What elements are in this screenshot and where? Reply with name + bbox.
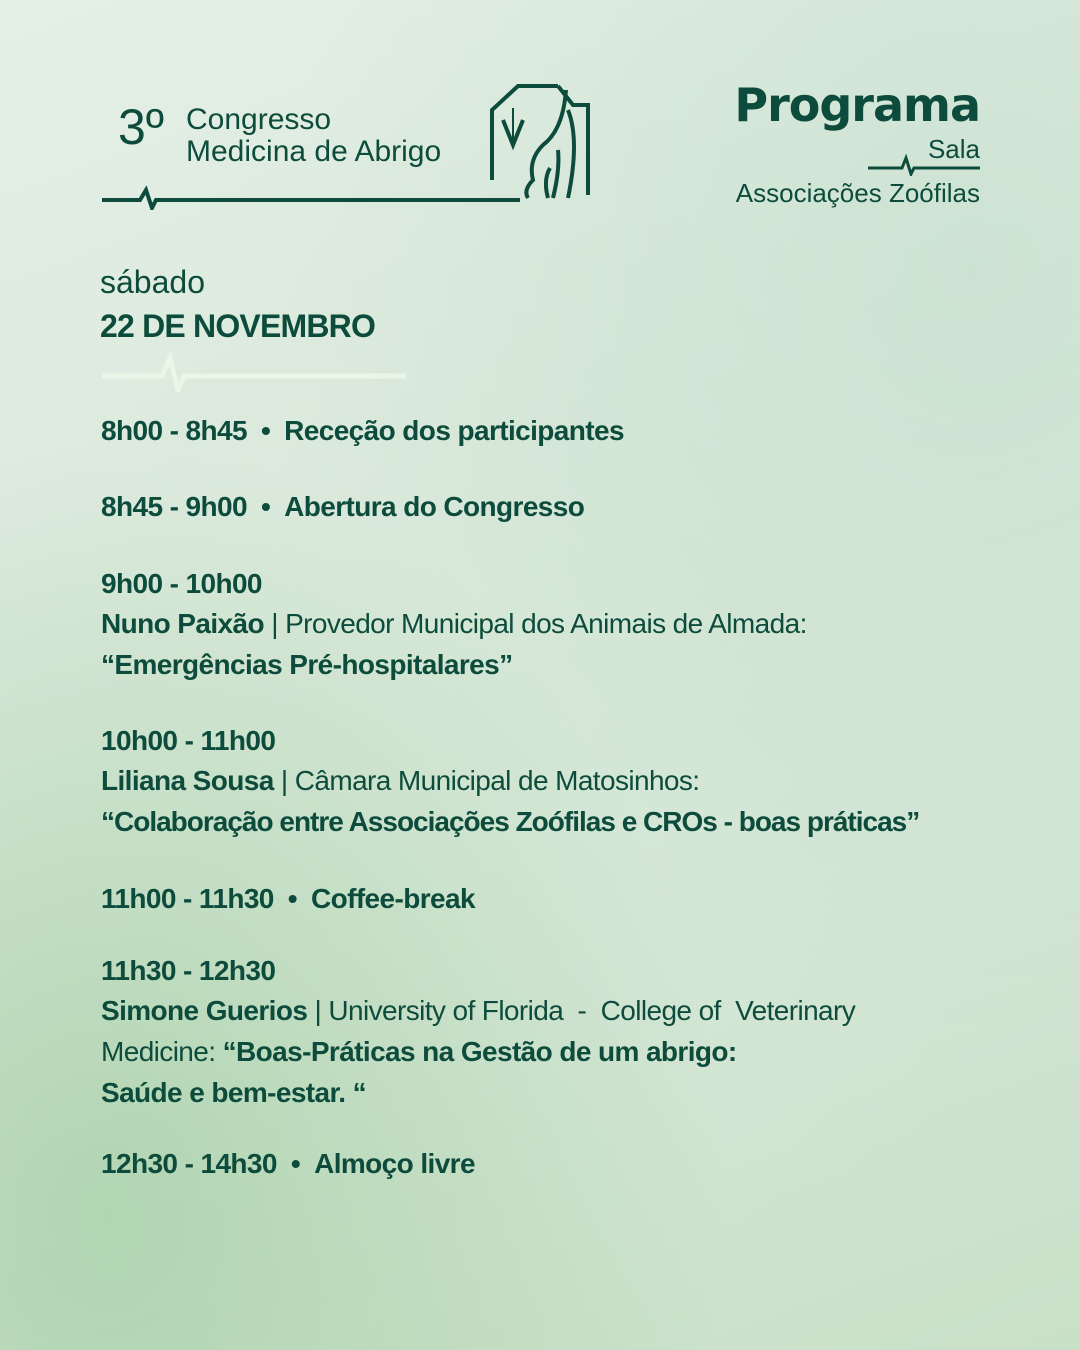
time: 10h00 - 11h00	[101, 725, 276, 756]
date-heading: 22 DE NOVEMBRO	[100, 308, 376, 344]
time: 11h30 - 12h30	[101, 955, 276, 986]
sala-name: Associações Zoófilas	[735, 178, 980, 208]
congress-logo	[100, 80, 600, 210]
session-title: Receção dos participantes	[284, 415, 624, 446]
speaker-name: Liliana Sousa	[101, 765, 274, 796]
session-title: Abertura do Congresso	[284, 491, 585, 522]
programa-title: Programa	[734, 78, 980, 132]
bullet: •	[260, 491, 271, 522]
separator: |	[271, 608, 278, 639]
schedule-item	[101, 490, 584, 524]
edition-number: 3º	[118, 99, 165, 155]
affiliation: Provedor Municipal dos Animais de Almada:	[285, 608, 807, 639]
talk-title: “Boas-Práticas na Gestão de um abrigo:	[222, 1036, 737, 1067]
affiliation: Medicine:	[101, 1036, 216, 1067]
speaker-line-continued	[101, 1035, 737, 1069]
bullet: •	[287, 883, 297, 914]
affiliation: Câmara Municipal de Matosinhos:	[294, 765, 700, 796]
session-title: Coffee-break	[310, 883, 475, 914]
schedule-item	[101, 1147, 475, 1181]
talk-title-continued: Saúde e bem-estar. “	[101, 1077, 367, 1108]
time: 9h00 - 10h00	[101, 568, 262, 599]
speaker-line	[101, 994, 855, 1028]
time: 11h00 - 11h30	[101, 883, 274, 914]
schedule-item	[101, 882, 475, 916]
heartbeat-divider-icon	[100, 352, 410, 392]
talk-title: “Colaboração entre Associações Zoófilas e CROs - boas práticas”	[101, 806, 920, 837]
speaker-name: Simone Guerios	[101, 995, 308, 1026]
bullet: •	[260, 415, 271, 446]
separator: |	[314, 995, 322, 1026]
separator: |	[280, 765, 288, 796]
time: 12h30 - 14h30	[101, 1148, 277, 1179]
speaker-line	[101, 764, 699, 798]
congress-title-line2: Medicina de Abrigo	[186, 135, 442, 168]
speaker-name: Nuno Paixão	[101, 608, 264, 639]
sala-label: Sala	[927, 134, 980, 164]
weekday: sábado	[100, 264, 205, 300]
time: 8h45 - 9h00	[101, 491, 247, 522]
session-title: Almoço livre	[314, 1148, 475, 1179]
speaker-line	[101, 607, 807, 641]
congress-title-line1: Congresso	[186, 103, 332, 136]
animal-shelter-icon	[488, 80, 593, 205]
affiliation: University of Florida - College of Veterinary	[328, 995, 856, 1026]
bullet: •	[290, 1148, 301, 1179]
time: 8h00 - 8h45	[101, 415, 247, 446]
schedule-item	[101, 414, 624, 448]
talk-title: “Emergências Pré-hospitalares”	[101, 649, 513, 680]
